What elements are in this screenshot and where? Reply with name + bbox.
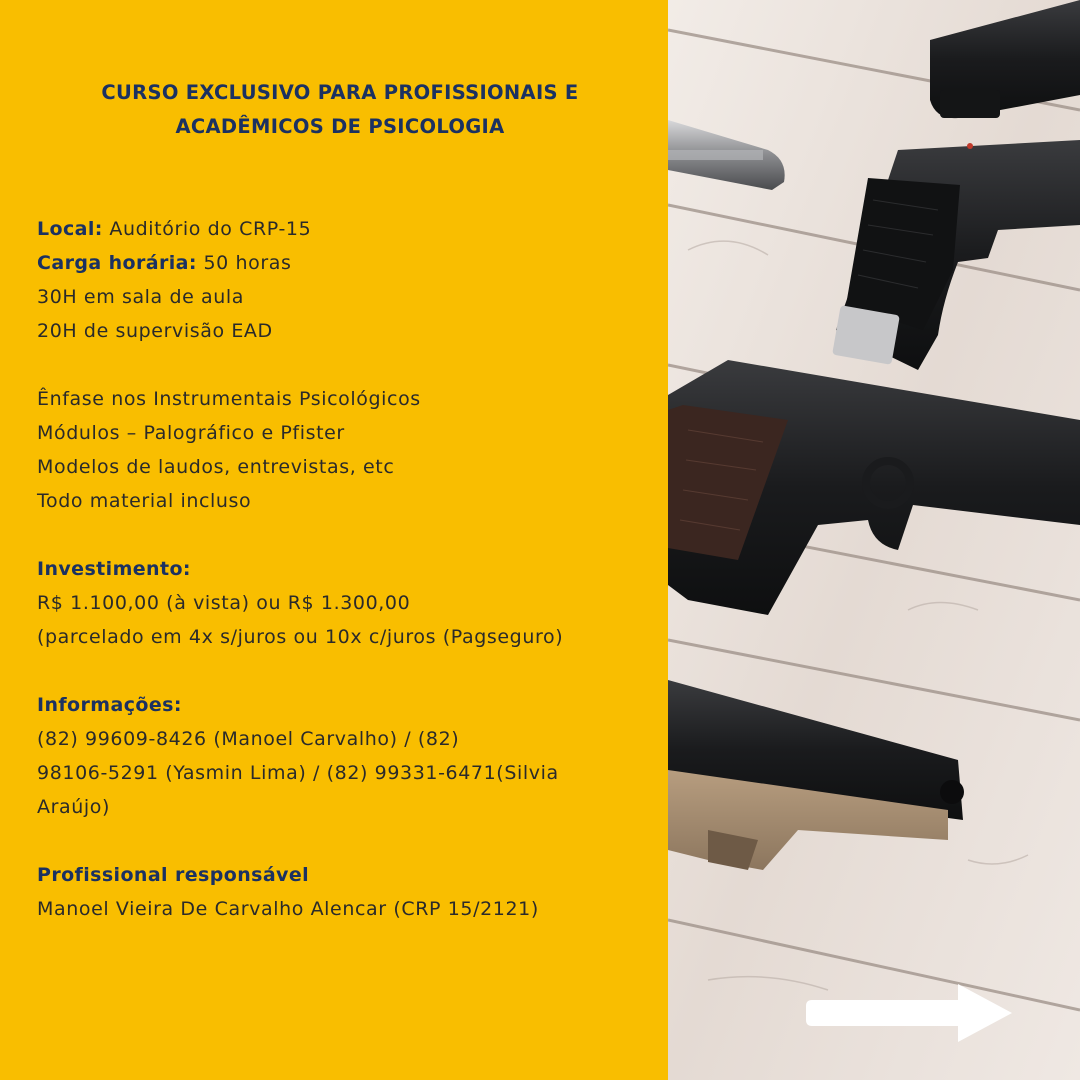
- carga-line: [37, 246, 662, 280]
- content-line-4: Todo material incluso: [37, 490, 252, 512]
- info-label: Informações:: [37, 694, 182, 716]
- info-line-3: Araújo): [37, 796, 111, 818]
- pistol-photo-art: [668, 0, 1080, 1080]
- investment-label: Investimento:: [37, 558, 191, 580]
- info-line-2: 98106-5291 (Yasmin Lima) / (82) 99331-6471(Silvia: [37, 762, 559, 784]
- info-line-1: (82) 99609-8426 (Manoel Carvalho) / (82): [37, 728, 460, 750]
- spacer: [37, 518, 662, 552]
- content-line-1: Ênfase nos Instrumentais Psicológicos: [37, 388, 421, 410]
- next-arrow-icon[interactable]: [806, 980, 1018, 1046]
- responsible-name: Manoel Vieira De Carvalho Alencar (CRP 15/2121): [37, 898, 539, 920]
- content-line-2: Módulos – Palográfico e Pfister: [37, 422, 345, 444]
- local-line: [37, 212, 662, 246]
- page-title: [20, 76, 660, 144]
- carga-line-3: 20H de supervisão EAD: [37, 320, 273, 342]
- investment-line-2: (parcelado em 4x s/juros ou 10x c/juros (Pagseguro): [37, 626, 564, 648]
- spacer: [37, 824, 662, 858]
- course-details: [37, 212, 662, 926]
- spacer: [37, 654, 662, 688]
- carga-value: 50 horas: [196, 252, 292, 274]
- local-label: Local:: [37, 218, 103, 240]
- carga-label: Carga horária:: [37, 252, 197, 274]
- responsible-label: Profissional responsável: [37, 864, 310, 886]
- content-line-3: Modelos de laudos, entrevistas, etc: [37, 456, 395, 478]
- pistol-photo: [668, 0, 1080, 1080]
- title-line-2: ACADÊMICOS DE PSICOLOGIA: [175, 115, 505, 138]
- investment-line-1: R$ 1.100,00 (à vista) ou R$ 1.300,00: [37, 592, 411, 614]
- spacer: [37, 348, 662, 382]
- carga-line-2: 30H em sala de aula: [37, 286, 245, 308]
- local-value: Auditório do CRP-15: [102, 218, 312, 240]
- title-line-1: CURSO EXCLUSIVO PARA PROFISSIONAIS E: [101, 81, 579, 104]
